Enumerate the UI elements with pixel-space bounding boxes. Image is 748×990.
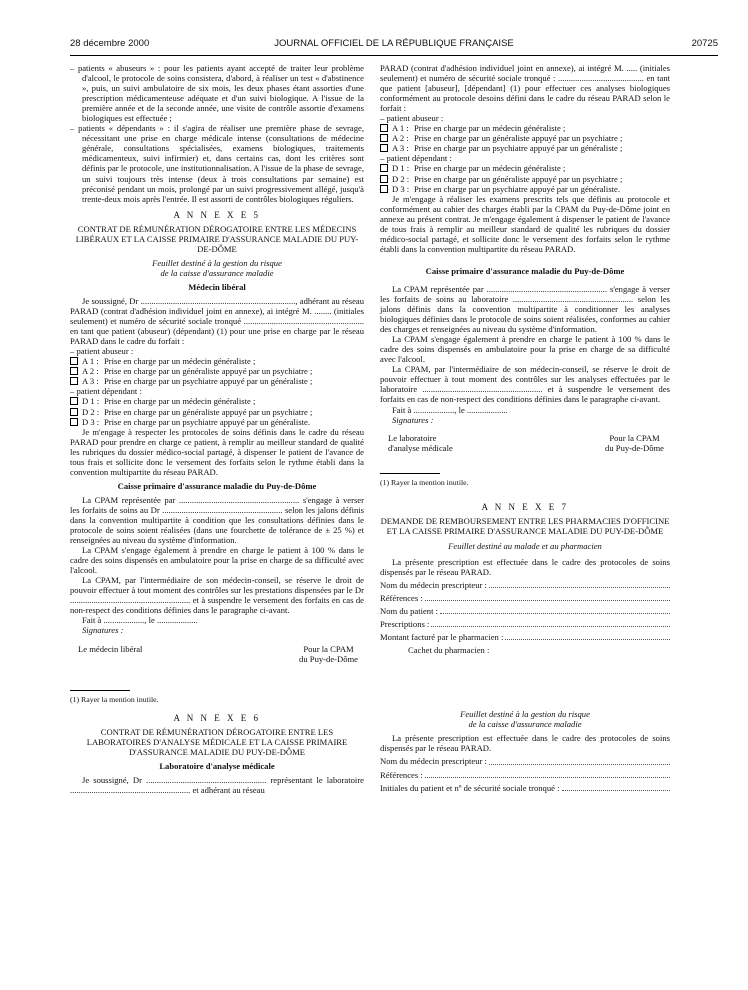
annex7-field-montant[interactable]	[380, 632, 670, 642]
annex6-sig-left-line2: d'analyse médicale	[388, 442, 453, 453]
header-rule	[70, 55, 718, 56]
field-label: Nom du médecin prescripteur :	[380, 580, 487, 591]
option-text: Prise en charge par un médecin généraliste ;	[104, 356, 256, 367]
annex5-signature-block	[70, 644, 364, 664]
option-text: Prise en charge par un médecin généraliste ;	[104, 396, 256, 407]
annex7-field2-medecin[interactable]	[380, 756, 670, 766]
annex6-sig-left-line1: Le laboratoire	[388, 432, 437, 443]
annex6-signature-block	[380, 433, 670, 453]
annex6-option-a2[interactable]	[380, 133, 670, 143]
option-text: Prise en charge par un médecin généraliste ;	[414, 163, 566, 174]
field-label: Références :	[380, 593, 423, 604]
checkbox[interactable]	[70, 408, 78, 416]
annex6-sig-right-line2: du Puy-de-Dôme	[605, 442, 664, 453]
annex7-subtitle2-line1: Feuillet destiné à la gestion du risque	[460, 709, 590, 720]
annex6-option-d2[interactable]	[380, 174, 670, 184]
annex7-field-patient[interactable]	[380, 606, 670, 616]
annex6-cpam-para2: La CPAM s'engage également à prendre en charge le patient à 100 % dans le cadre des soins dispensés en ambulatoire pour la prise en charge de sa difficulté avec l'alcool.	[380, 334, 670, 365]
field-label: Initiales du patient et nº de sécurité sociale tronqué :	[380, 782, 560, 793]
annex6-footnote: (1) Rayer la mention inutile.	[380, 477, 469, 487]
annex7-field-prescriptions[interactable]	[380, 619, 670, 629]
annex5-cpam-para2: La CPAM s'engage également à prendre en charge le patient à 100 % dans le cadre des soins dispensés en ambulatoire pour la prise en charge de sa difficulté avec l'alcool.	[70, 545, 364, 576]
checkbox[interactable]	[70, 357, 78, 365]
annex5-heading: CONTRAT DE RÉMUNÉRATION DÉROGATOIRE ENTRE LES MÉDECINS LIBÉRAUX ET LA CAISSE PRIMAIRE D'ASSURANCE MALADIE DU PUY-DE-DÔME	[75, 223, 359, 254]
annex7-subtitle2-line2: de la caisse d'assurance maladie	[468, 719, 582, 730]
annex6-cpam-section: Caisse primaire d'assurance maladie du Puy-de-Dôme	[425, 265, 625, 276]
header-page-number: 20725	[691, 38, 718, 49]
annex6-para1: Je soussigné, Dr ........................................................ représentant le laboratoire ........................................................ et adhérant au réseau	[70, 774, 364, 795]
option-text: Prise en charge par un généraliste appuyé par un psychiatre ;	[414, 133, 623, 144]
annex6-sig-right	[605, 433, 664, 453]
annex7-field-references[interactable]	[380, 593, 670, 603]
annex5-footnote: (1) Rayer la mention inutile.	[70, 694, 159, 704]
page-header	[70, 38, 718, 54]
annex5-cpam-section: Caisse primaire d'assurance maladie du Puy-de-Dôme	[117, 480, 317, 491]
field-label: Nom du patient :	[380, 606, 438, 617]
option-text: Prise en charge par un médecin généraliste ;	[414, 123, 566, 134]
field-fill[interactable]	[489, 756, 670, 764]
annex6-sig-left	[380, 433, 453, 453]
annex5-option-d3[interactable]	[70, 417, 364, 427]
field-fill[interactable]	[425, 770, 670, 778]
option-text: Prise en charge par un généraliste appuyé par un psychiatre ;	[104, 366, 313, 377]
checkbox[interactable]	[380, 175, 388, 183]
annex6-cont-para: PARAD (contrat d'adhésion individuel joint en annexe), ai intégré M. ..... (initiales seulement) et numéro de sécurité sociale tronqué : ........................................ en tant que patient [abuseur], [dépendant] (1) pour effectuer ces analyses biologiques conformément au protocole desoins défini dans le cadre du réseau PARAD selon le forfait :	[380, 63, 670, 114]
annex6-title: A N N E X E 6	[173, 712, 261, 723]
annex5-option-d2[interactable]	[70, 407, 364, 417]
annex7-subtitle2	[380, 709, 670, 729]
annex5-section-medecin: Médecin libéral	[188, 281, 246, 292]
option-code: D 1 :	[82, 396, 100, 407]
annex5-sig-right	[299, 644, 358, 664]
field-fill[interactable]	[440, 606, 670, 614]
checkbox[interactable]	[380, 134, 388, 142]
annex6-abuseur-label: – patient abuseur :	[380, 113, 444, 124]
annex6-option-d1[interactable]	[380, 163, 670, 173]
intro-abuseurs: – patients « abuseurs » : pour les patients ayant accepté de traiter leur problème d'alcool, le protocole de soins consistera, d'abord, à réaliser un test « d'abstinence », puis, un suivi ambulatoire de six mois, les deux phases étant assorties d'une prescription médicamenteuse adéquate et d'un suivi biologique. A l'issue de la première année et de la seconde année, une visite de contrôle assortie d'examens biologiques est effectuée ;	[70, 63, 364, 124]
field-label: Montant facturé par le pharmacien :	[380, 632, 504, 643]
field-label: Prescriptions :	[380, 619, 430, 630]
checkbox[interactable]	[380, 124, 388, 132]
annex5-signatures-label: Signatures :	[82, 625, 124, 636]
annex5-sig-right-line2: du Puy-de-Dôme	[299, 653, 358, 664]
annex6-cpam-para1: La CPAM représentée par ........................................................ s'engage à verser les forfaits de soins au laboratoire ........................................................ selon les jalons définis dans la convention multipartite à conditionner les analyses biologiques définies dans le protocole de soins soient réalisées, conformes au cahier des charges et renseignées au niveau du système d'information.	[380, 283, 670, 335]
annex5-sig-left: Le médecin libéral	[78, 643, 143, 654]
checkbox[interactable]	[380, 144, 388, 152]
intro-dependants: – patients « dépendants » : il s'agira de réaliser une première phase de sevrage, nécessitant une prise en charge médicale intense (consultations de médecine générale, consultations spécialisées, examens biologiques, traitements médicamenteux, suivi infirmier) et, dans certains cas, dont les critères sont définis par le protocole, une institutionnalisation. A l'issue de la phase de sevrage, un suivi toujours très intense (deux à trois consultations par semaine) est préconisé pendant un mois, prolongé par un suivi progressivement allégé, jusqu'à trente-deux mois après l'entrée. Il est assorti de contrôles biologiques réguliers.	[70, 123, 364, 204]
option-text: Prise en charge par un psychiatre appuyé par un généraliste ;	[414, 143, 623, 154]
checkbox[interactable]	[70, 377, 78, 385]
checkbox[interactable]	[70, 367, 78, 375]
left-column	[70, 63, 364, 795]
option-code: A 1 :	[82, 356, 99, 367]
annex5-abuseur-label: – patient abuseur :	[70, 346, 134, 357]
annex7-field2-references[interactable]	[380, 770, 670, 780]
option-code: A 1 :	[392, 123, 409, 134]
option-code: A 3 :	[82, 376, 99, 387]
option-code: D 2 :	[392, 173, 410, 184]
annex5-option-a1[interactable]	[70, 356, 364, 366]
annex5-option-d1[interactable]	[70, 396, 364, 406]
header-date: 28 décembre 2000	[70, 38, 150, 49]
annex7-cachet: Cachet du pharmacien :	[408, 645, 490, 656]
annex7-intro: La présente prescription est effectuée dans le cadre des protocoles de soins dispensés par le réseau PARAD.	[380, 556, 670, 577]
annex6-option-a1[interactable]	[380, 123, 670, 133]
field-label: Nom du médecin prescripteur :	[380, 756, 487, 767]
field-fill[interactable]	[425, 593, 670, 601]
annex6-fait: Fait à ..................., le ...................	[392, 404, 508, 415]
right-column	[380, 63, 670, 796]
annex6-signatures-label: Signatures :	[392, 414, 434, 425]
header-journal-title: JOURNAL OFFICIEL DE LA RÉPUBLIQUE FRANÇAISE	[274, 38, 514, 49]
checkbox[interactable]	[70, 418, 78, 426]
annex5-dependant-label: – patient dépendant :	[70, 386, 142, 397]
annex6-section-laboratoire: Laboratoire d'analyse médicale	[159, 760, 275, 771]
annex7-intro2: La présente prescription est effectuée dans le cadre des protocoles de soins dispensés par le réseau PARAD.	[380, 733, 670, 754]
footnote-rule	[380, 473, 440, 474]
annex5-subtitle-line2: de la caisse d'assurance maladie	[160, 267, 274, 278]
field-fill[interactable]	[505, 632, 670, 640]
annex6-heading: CONTRAT DE RÉMUNÉRATION DÉROGATOIRE ENTRE LES LABORATOIRES D'ANALYSE MÉDICALE ET LA CAISSE PRIMAIRE D'ASSURANCE MALADIE DU PUY-DE-DÔME	[86, 726, 348, 757]
footnote-rule	[70, 690, 130, 691]
annex7-subtitle: Feuillet destiné au malade et au pharmacien	[448, 540, 602, 551]
annex6-cpam-para3: La CPAM, par l'intermédiaire de son médecin-conseil, se réserve le droit de pouvoir effectuer à tout moment des contrôles sur les analyses effectuées par le laboratoire ........................................................ et à suspendre le versement des forfaits en cas de non-respect des conditions définies dans le paragraphe ci-avant.	[380, 364, 670, 405]
field-fill[interactable]	[431, 619, 670, 627]
annex7-field-medecin[interactable]	[380, 580, 670, 590]
option-code: A 2 :	[82, 366, 99, 377]
annex5-cpam-para3: La CPAM, par l'intermédiaire de son médecin-conseil, se réserve le droit de pouvoir effectuer à tout moment des contrôles sur les prestations dispensées par le Dr ........................................................ et à suspendre le versement des forfaits en cas de non-respect des conditions définies dans le paragraphe ci-avant.	[70, 575, 364, 616]
option-text: Prise en charge par un psychiatre appuyé par un généraliste.	[414, 183, 621, 194]
annex5-sig-right-line1: Pour la CPAM	[303, 643, 354, 654]
annex6-option-a3[interactable]	[380, 143, 670, 153]
option-text: Prise en charge par un psychiatre appuyé par un généraliste.	[104, 416, 311, 427]
field-fill[interactable]	[489, 580, 670, 588]
checkbox[interactable]	[380, 185, 388, 193]
option-code: D 1 :	[392, 163, 410, 174]
field-fill[interactable]	[562, 783, 671, 791]
option-code: D 3 :	[392, 183, 410, 194]
field-label: Références :	[380, 769, 423, 780]
annex6-dependant-label: – patient dépendant :	[380, 153, 452, 164]
option-code: D 3 :	[82, 416, 100, 427]
annex5-option-a3[interactable]	[70, 376, 364, 386]
annex5-para1: Je soussigné, Dr ........................................................................, adhérant au réseau PARAD (contrat d'adhésion individuel joint en annexe), ai intégré M. ........ (initiales seulement) et numéro de sécurité sociale tronqué ........................................................ en tant que patient (abuseur) (dépendant) (1) pour une prise en charge par le réseau PARAD dans le cadre du forfait :	[70, 295, 364, 347]
checkbox[interactable]	[380, 164, 388, 172]
annex5-cpam-para1: La CPAM représentée par ........................................................ s'engage à verser les forfaits de soins au Dr ........................................................ selon les jalons définis dans la convention multipartite à condition que les consultations définies dans le protocole de soins soient réalisées (dans une fourchette de tolérance de ± 25 %) et renseignées au niveau du système d'information.	[70, 494, 364, 546]
annex5-subtitle	[70, 258, 364, 278]
annex6-sig-right-line1: Pour la CPAM	[609, 432, 660, 443]
annex5-option-a2[interactable]	[70, 366, 364, 376]
annex6-option-d3[interactable]	[380, 184, 670, 194]
annex5-fait: Fait à ..................., le ...................	[82, 615, 198, 626]
option-text: Prise en charge par un généraliste appuyé par un psychiatre ;	[414, 173, 623, 184]
option-code: A 3 :	[392, 143, 409, 154]
option-text: Prise en charge par un généraliste appuyé par un psychiatre ;	[104, 406, 313, 417]
annex5-subtitle-line1: Feuillet destiné à la gestion du risque	[152, 257, 282, 268]
annex7-heading: DEMANDE DE REMBOURSEMENT ENTRE LES PHARMACIES D'OFFICINE ET LA CAISSE PRIMAIRE D'ASSURANCE MALADIE DU PUY-DE-DÔME	[380, 515, 670, 536]
option-code: A 2 :	[392, 133, 409, 144]
annex5-title: A N N E X E 5	[173, 209, 261, 220]
annex5-para2: Je m'engage à respecter les protocoles de soins définis dans le cadre du réseau PARAD pour prendre en charge ce patient, à remplir au meilleur standard de qualité les rubriques du dossier médico-social partagé, à dispenser le patient de l'avance de tous frais et sollicite donc le versement des forfaits selon le rythme établi dans la convention multipartite du réseau PARAD.	[70, 426, 364, 477]
option-text: Prise en charge par un psychiatre appuyé par un généraliste ;	[104, 376, 313, 387]
checkbox[interactable]	[70, 397, 78, 405]
spacer	[380, 655, 670, 707]
annex6-para2: Je m'engage à réaliser les examens prescrits tels que définis au protocole et conformément au cahier des charges établi par la CPAM du Puy-de-Dôme joint en annexe au présent contrat. Je m'engage également à dispenser le patient de l'avance de tous frais à remplir au meilleur standard de qualité les rubriques du dossier médico-social partagé, et sollicite donc le versement des forfaits selon le rythme établi dans la convention multipartite du réseau PARAD.	[380, 193, 670, 254]
option-code: D 2 :	[82, 406, 100, 417]
annex7-title: A N N E X E 7	[481, 501, 569, 512]
annex7-field2-initiales[interactable]	[380, 783, 670, 793]
